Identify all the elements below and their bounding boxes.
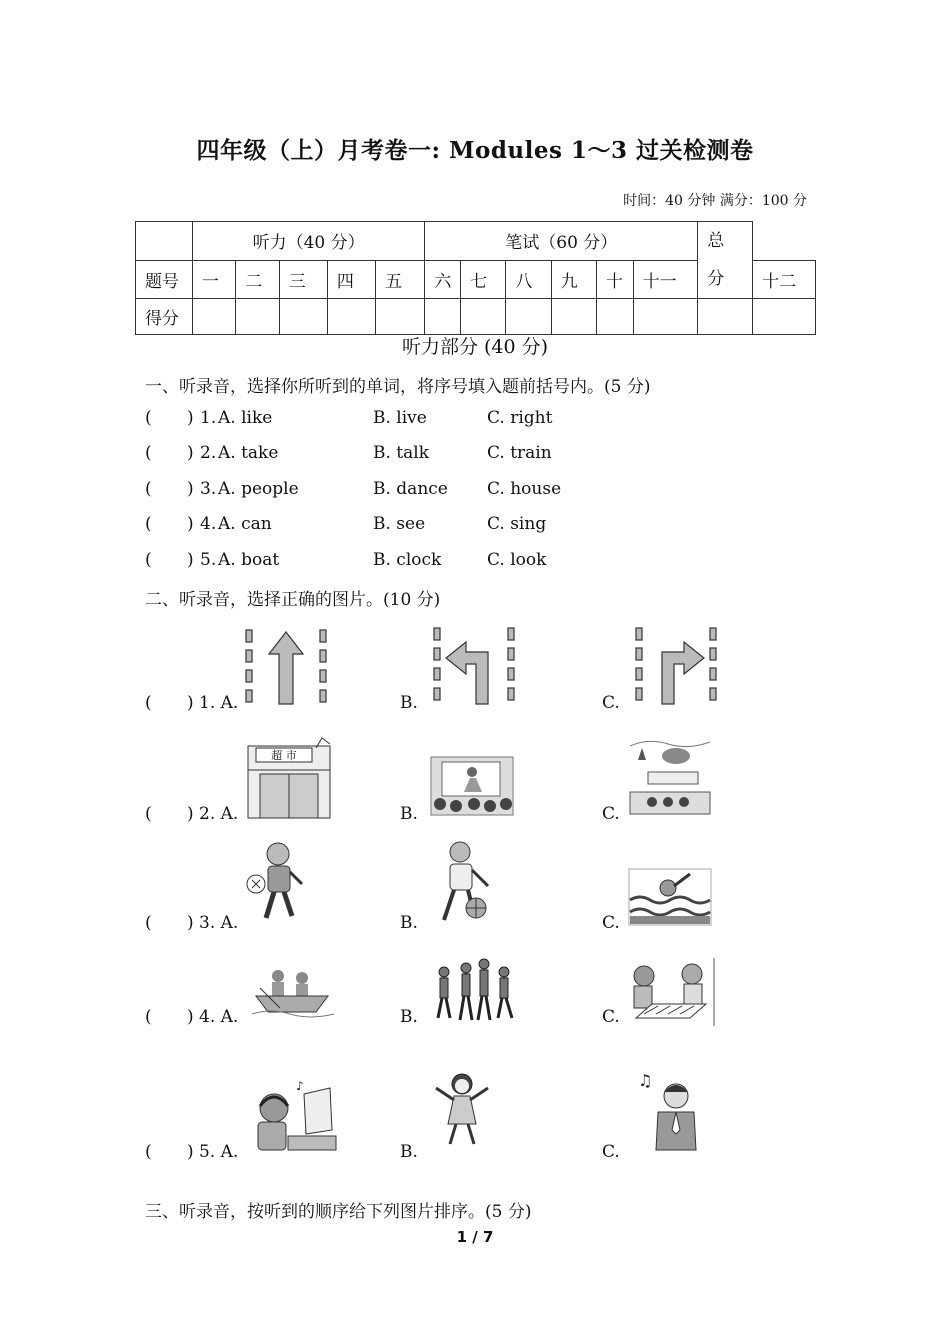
listening-section-title: 听力部分 (40 分)	[401, 336, 549, 358]
time-info: 时间：40 分钟 满分：100 分	[623, 193, 807, 209]
part3-heading: 三、听录音，按听到的顺序给下列图片排序。(5 分)	[145, 1202, 532, 1222]
score-cell[interactable]	[633, 299, 698, 335]
go-straight-icon[interactable]	[244, 628, 330, 706]
number-cell: 三	[279, 260, 327, 299]
dancing-picture[interactable]	[432, 958, 518, 1024]
svg-text:超 市: 超 市	[271, 749, 297, 762]
option-b-label: B.	[400, 693, 418, 713]
page-number: 1 / 7	[456, 1228, 494, 1246]
score-cell[interactable]	[327, 299, 375, 335]
turn-left-icon[interactable]	[432, 626, 518, 706]
supermarket-picture[interactable]	[246, 734, 332, 820]
score-cell[interactable]	[698, 299, 753, 335]
turn-right-icon[interactable]	[634, 626, 720, 706]
total-header: 总 分	[698, 222, 753, 299]
option-b-label: B.	[400, 804, 418, 824]
option-a-label: ) 1. A.	[187, 693, 239, 713]
number-cell: 十一	[633, 260, 698, 299]
number-cell: 七	[460, 260, 505, 299]
option-c-label: C.	[602, 804, 620, 824]
number-cell: 一	[192, 260, 235, 299]
score-cell[interactable]	[376, 299, 425, 335]
option-a-label: ) 2. A.	[187, 804, 239, 824]
playing-chess-picture[interactable]	[628, 956, 718, 1028]
answer-paren[interactable]: (	[145, 693, 152, 713]
listening-header: 听力（40 分）	[192, 222, 424, 261]
park-picture[interactable]	[628, 736, 712, 816]
girl-dancing-picture[interactable]	[432, 1070, 492, 1148]
score-cell[interactable]	[596, 299, 633, 335]
play-football-picture[interactable]	[246, 840, 306, 926]
listening-music-picture[interactable]	[252, 1078, 338, 1152]
play-basketball-picture[interactable]	[434, 840, 498, 924]
page-title: 四年级（上）月考卷一: Modules 1～3 过关检测卷	[196, 137, 754, 164]
score-cell[interactable]	[753, 299, 816, 335]
option-a-label: ) 4. A.	[187, 1007, 239, 1027]
score-cell[interactable]	[236, 299, 279, 335]
score-cell[interactable]	[460, 299, 505, 335]
score-row	[136, 299, 816, 335]
option-c-label: C.	[602, 693, 620, 713]
option-c-label: C.	[602, 1142, 620, 1162]
option-b-label: B.	[400, 1007, 418, 1027]
score-table	[135, 221, 816, 335]
option-b-label: B.	[400, 913, 418, 933]
boy-singing-picture[interactable]	[638, 1070, 700, 1152]
answer-paren[interactable]: (	[145, 913, 152, 933]
option-c-label: C.	[602, 1007, 620, 1027]
answer-paren[interactable]: (	[145, 1142, 152, 1162]
part1-heading: 一、听录音，选择你所听到的单词，将序号填入题前括号内。(5 分)	[145, 377, 651, 397]
score-cell[interactable]	[425, 299, 461, 335]
option-a-label: ) 5. A.	[187, 1142, 239, 1162]
score-cell[interactable]	[506, 299, 551, 335]
option-b-label: B.	[400, 1142, 418, 1162]
number-cell: 二	[236, 260, 279, 299]
answer-paren[interactable]: (	[145, 804, 152, 824]
number-cell: 六	[425, 260, 461, 299]
rowing-boat-picture[interactable]	[250, 968, 336, 1020]
swimming-picture[interactable]	[628, 868, 712, 926]
number-cell: 十	[596, 260, 633, 299]
score-row-label: 得分	[136, 299, 193, 335]
option-a-label: ) 3. A.	[187, 913, 239, 933]
svg-text:♫: ♫	[638, 1071, 653, 1090]
part2-heading: 二、听录音，选择正确的图片。(10 分)	[145, 590, 441, 610]
number-cell: 五	[376, 260, 425, 299]
option-c-label: C.	[602, 913, 620, 933]
score-table-corner	[136, 222, 193, 261]
number-cell: 九	[551, 260, 596, 299]
answer-paren[interactable]: (	[145, 1007, 152, 1027]
number-cell: 八	[506, 260, 551, 299]
number-cell: 四	[327, 260, 375, 299]
writing-header: 笔试（60 分）	[425, 222, 698, 261]
score-cell[interactable]	[192, 299, 235, 335]
number-cell: 十二	[753, 260, 816, 299]
cinema-picture[interactable]	[430, 756, 514, 816]
svg-text:♪: ♪	[296, 1079, 304, 1093]
score-cell[interactable]	[551, 299, 596, 335]
number-row-label: 题号	[136, 260, 193, 299]
score-cell[interactable]	[279, 299, 327, 335]
